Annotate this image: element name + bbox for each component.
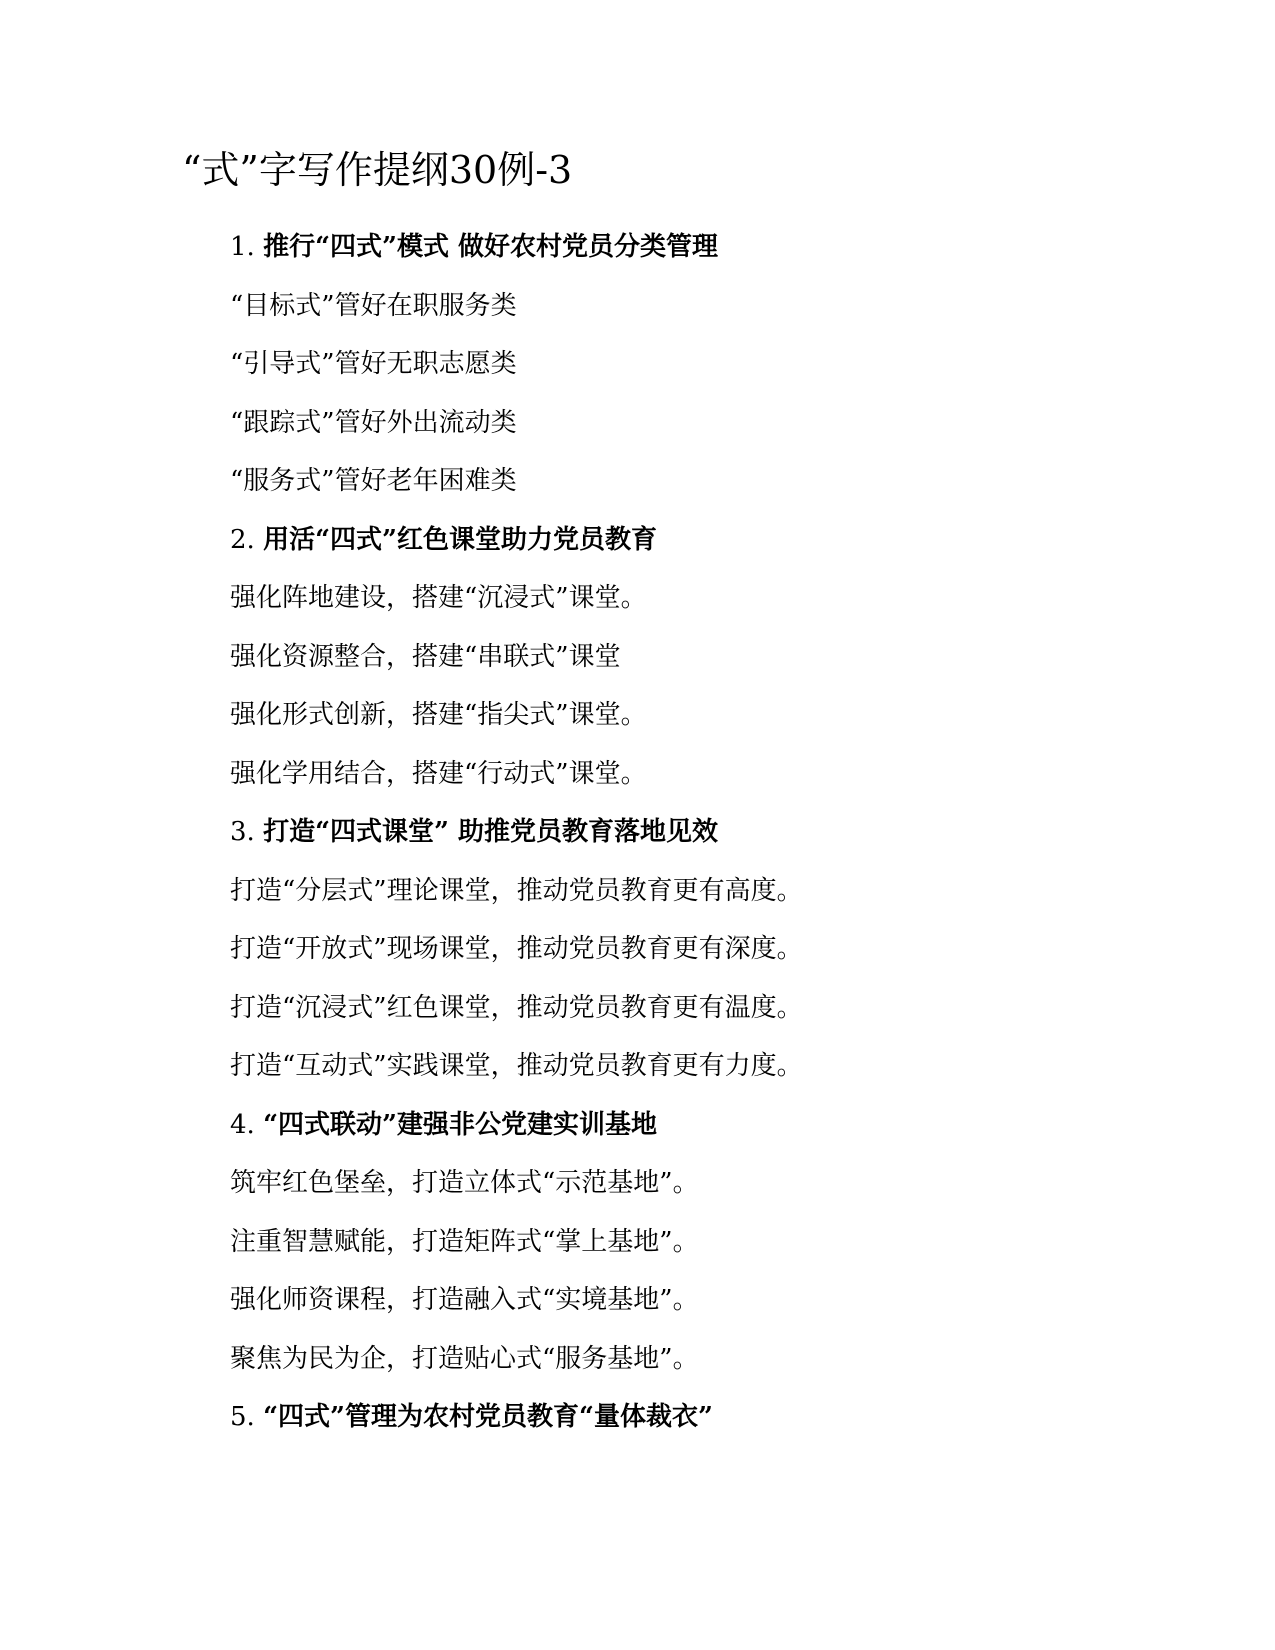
list-item: 强化资源整合，搭建“串联式”课堂: [230, 641, 621, 672]
section-heading: [230, 1096, 1210, 1155]
page-title: “式”字写作提纲30例-3: [182, 148, 573, 192]
section-number: 4.: [230, 1109, 255, 1140]
list-item: “引导式”管好无职志愿类: [230, 349, 517, 379]
list-item: “目标式”管好在职服务类: [230, 290, 517, 321]
section-number: 3.: [230, 817, 255, 847]
section-5: [230, 1388, 1210, 1447]
list-item: 打造“沉浸式”红色课堂，推动党员教育更有温度。: [230, 992, 803, 1023]
section-heading-text: “四式联动”建强非公党建实训基地: [263, 1109, 657, 1140]
section-heading: [230, 803, 1210, 862]
section-heading-text: “四式”管理为农村党员教育“量体裁衣”: [263, 1402, 713, 1432]
list-item: “跟踪式”管好外出流动类: [230, 407, 517, 438]
section-3: [230, 803, 1210, 1096]
list-item: 聚焦为民为企，打造贴心式“服务基地”。: [230, 1343, 699, 1374]
section-number: 5.: [230, 1402, 255, 1432]
section-1: [230, 218, 1210, 511]
document-body: [230, 218, 1210, 1447]
list-item: 强化学用结合，搭建“行动式”课堂。: [230, 758, 647, 789]
list-item: 强化阵地建设，搭建“沉浸式”课堂。: [230, 583, 647, 613]
section-heading: [230, 511, 1210, 570]
section-heading-text: 用活“四式”红色课堂助力党员教育: [263, 524, 657, 555]
list-item: “服务式”管好老年困难类: [230, 466, 517, 496]
section-heading: [230, 1388, 1210, 1447]
section-number: 1.: [230, 232, 255, 262]
list-item: 强化师资课程，打造融入式“实境基地”。: [230, 1285, 699, 1315]
list-item: 打造“互动式”实践课堂，推动党员教育更有力度。: [230, 1051, 803, 1081]
section-heading-text: 推行“四式”模式 做好农村党员分类管理: [263, 232, 719, 262]
section-number: 2.: [230, 524, 255, 555]
list-item: 筑牢红色堡垒，打造立体式“示范基地”。: [230, 1168, 699, 1198]
section-2: [230, 511, 1210, 804]
list-item: 注重智慧赋能，打造矩阵式“掌上基地”。: [230, 1226, 699, 1257]
section-heading: [230, 218, 1210, 277]
list-item: 打造“分层式”理论课堂，推动党员教育更有高度。: [230, 875, 803, 906]
section-heading-text: 打造“四式课堂” 助推党员教育落地见效: [263, 817, 719, 847]
list-item: 打造“开放式”现场课堂，推动党员教育更有深度。: [230, 934, 803, 964]
list-item: 强化形式创新，搭建“指尖式”课堂。: [230, 700, 647, 730]
section-4: [230, 1096, 1210, 1389]
